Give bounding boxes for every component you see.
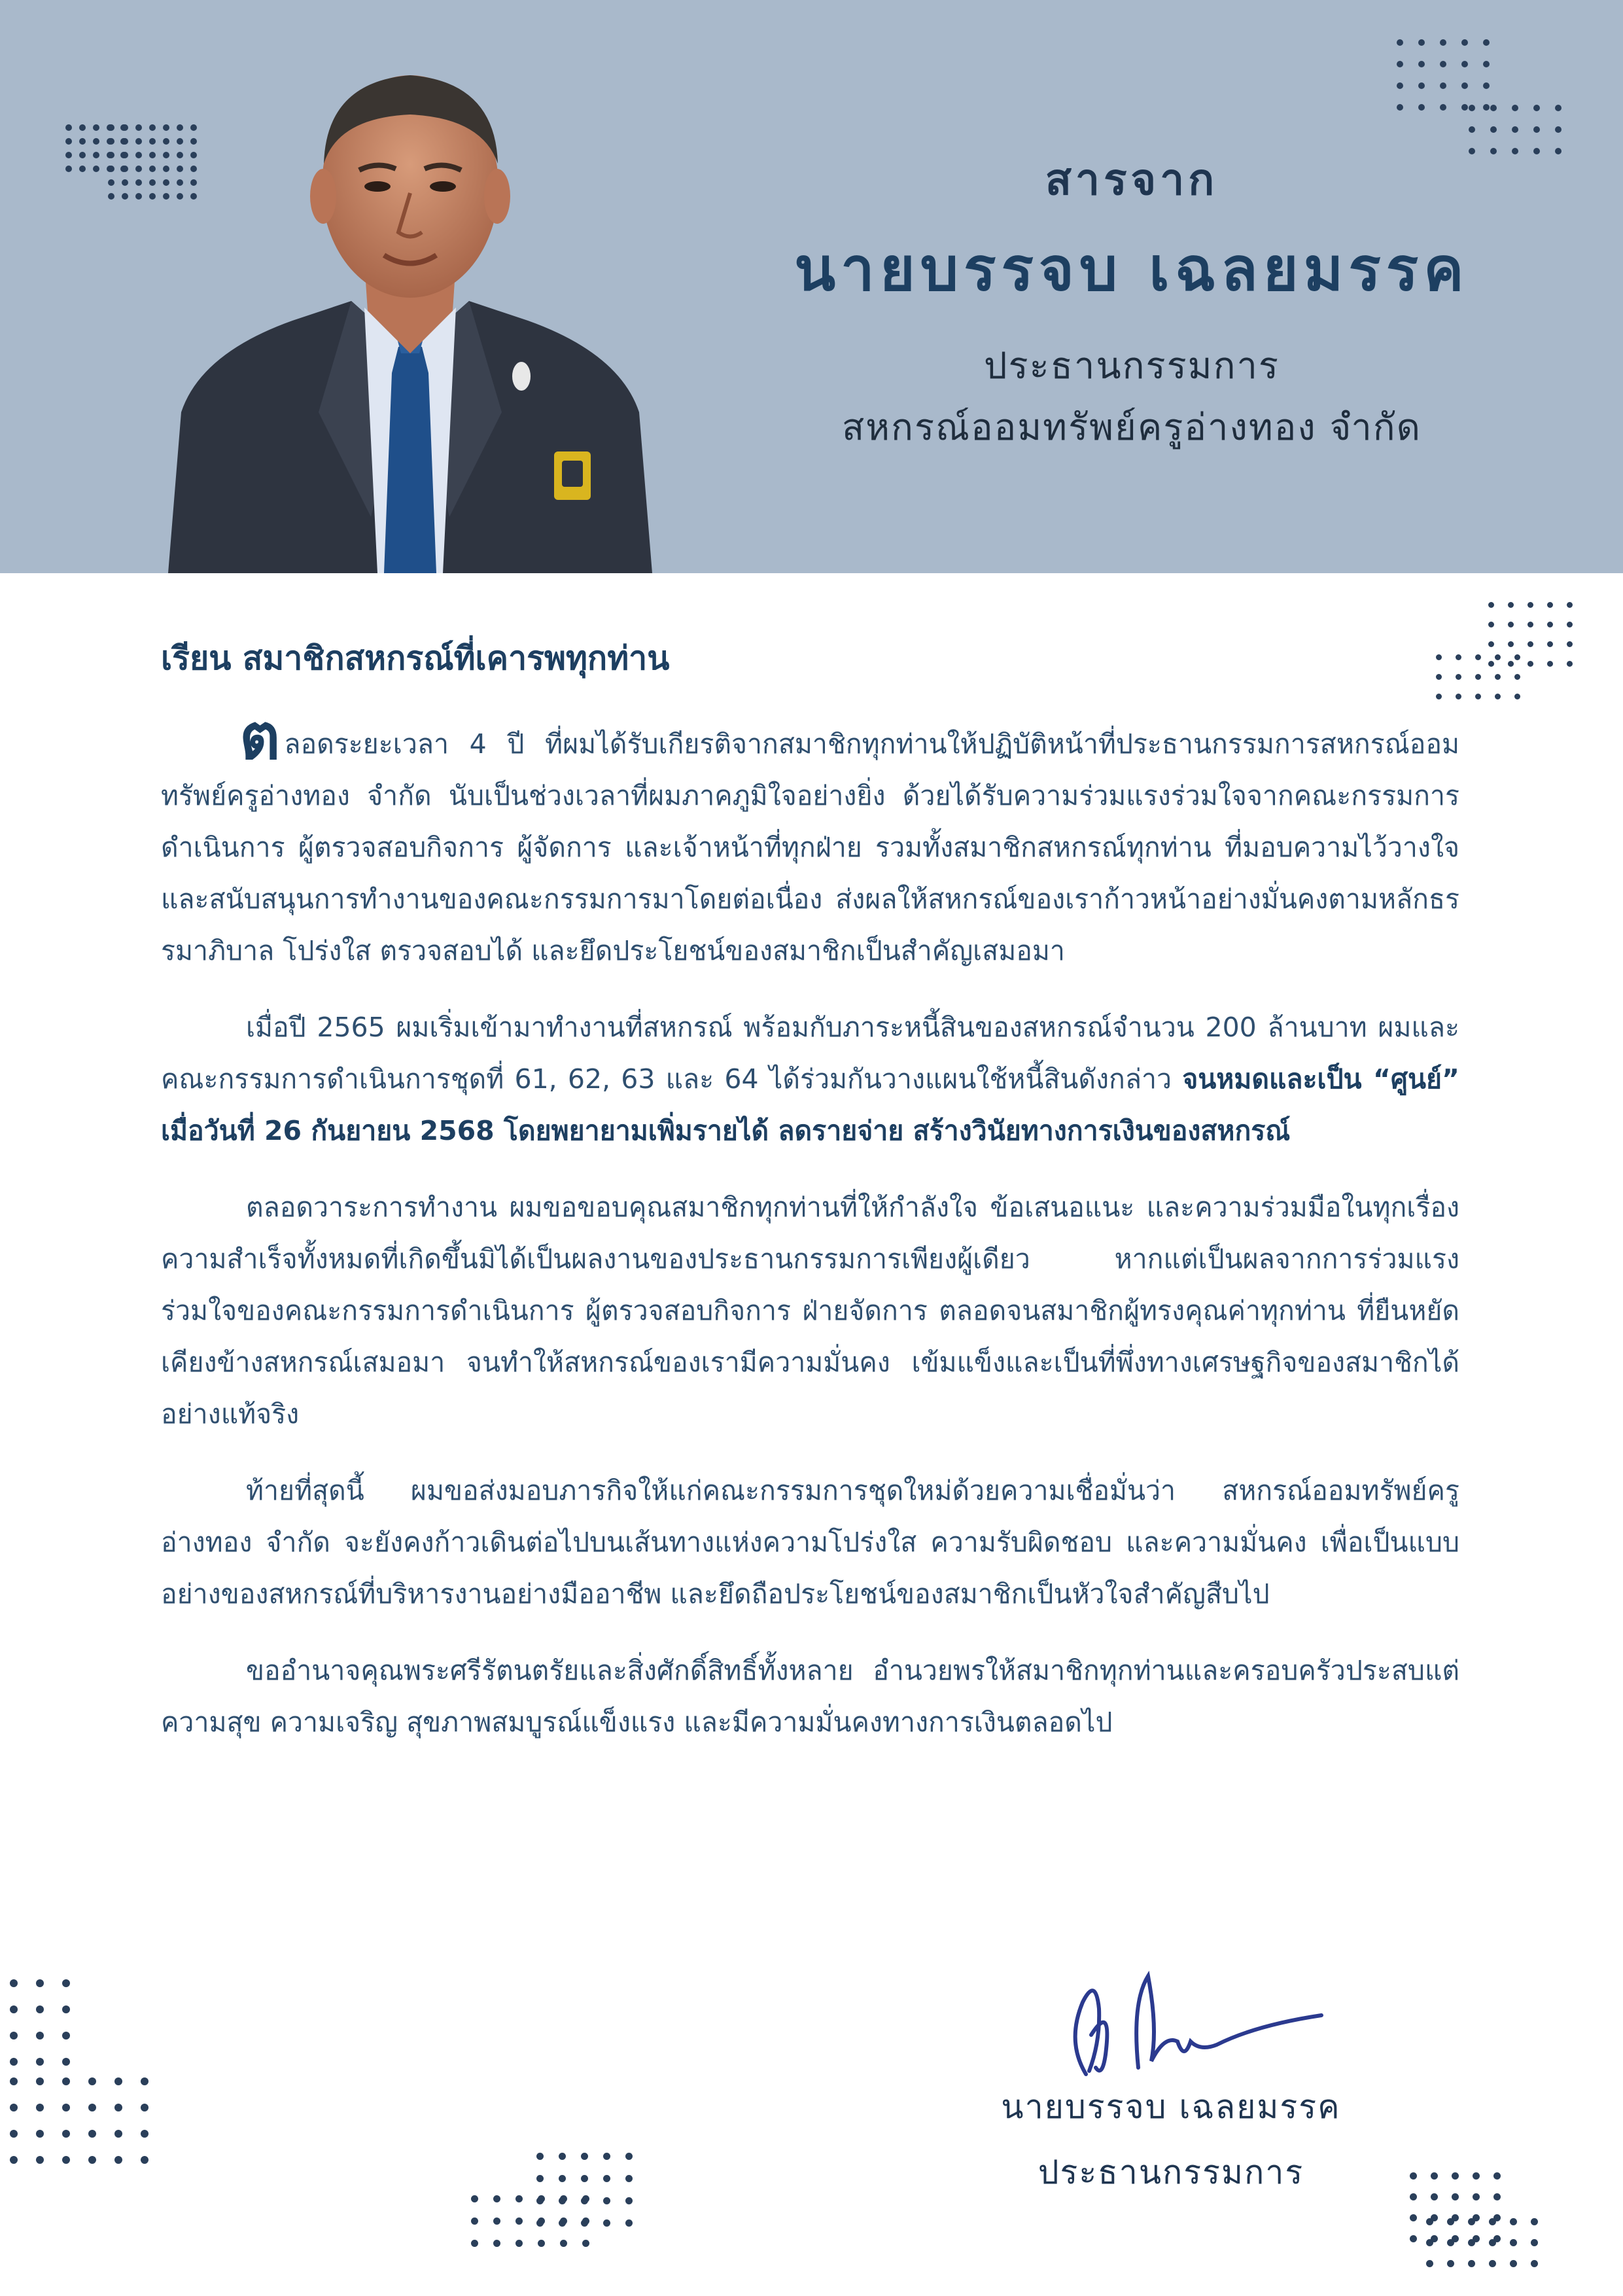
dot [177,193,183,200]
dot [1483,39,1490,46]
dot [493,2195,500,2202]
paragraph-1 [161,700,1459,977]
dot [538,2217,545,2225]
dot [1514,654,1520,660]
dot [1527,661,1533,667]
dot [135,166,142,172]
dot [190,179,197,186]
dot [163,152,169,158]
dot [1397,39,1403,46]
dot [65,152,72,158]
dot [1418,39,1425,46]
dot [581,2175,588,2182]
dot [625,2219,633,2227]
dot [163,124,169,131]
dot [1469,105,1475,111]
dot [149,179,156,186]
dot [1436,674,1442,680]
dot [1488,602,1494,608]
dot [10,1979,18,1987]
dot [1410,2214,1417,2221]
dot [1490,126,1497,133]
dot [471,2195,478,2202]
dot [149,193,156,200]
dot [36,2058,44,2066]
dot [149,166,156,172]
dot [1547,622,1553,627]
dot [1469,126,1475,133]
dot [1527,602,1533,608]
dot [108,152,114,158]
dot [177,152,183,158]
dot [581,2153,588,2160]
dot [1483,61,1490,67]
dot [1512,105,1518,111]
dot [1440,82,1446,89]
dot [149,152,156,158]
dot [493,2240,500,2247]
dot [1547,661,1553,667]
dot [1461,104,1468,111]
dot [1512,148,1518,154]
dot [1431,2193,1438,2200]
dot [10,2005,18,2013]
dot [65,166,72,172]
dot [560,2217,567,2225]
dot [190,138,197,145]
dot [1510,2218,1517,2225]
dot [163,193,169,200]
dot [603,2153,610,2160]
dot [108,124,114,131]
dot [1508,641,1514,647]
dot [177,166,183,172]
dot [163,166,169,172]
dot [177,179,183,186]
dot [1468,2260,1475,2267]
dot [1547,641,1553,647]
dot [1567,641,1573,647]
dot [114,2130,122,2138]
dot [1483,82,1490,89]
dot [1397,61,1403,67]
organization-name: สหกรณ์ออมทรัพย์ครูอ่างทอง จำกัด [841,406,1422,449]
dot [1473,2172,1480,2180]
dot [1555,105,1562,111]
dot [10,2130,18,2138]
dot [79,152,86,158]
paragraph-4: ท้ายที่สุดนี้ ผมขอส่งมอบภารกิจให้แก่คณะกรรมการชุดใหม่ด้วยความเชื่อมั่นว่า สหกรณ์ออมทรัพย์ครูอ่างทอง จำกัด จะยังคงก้าวเดินต่อไปบนเส้นทางแห่งความโปร่งใส ความรับผิดชอบ และความมั่นคง เพื่อเป็นแบบอย่างของสหกรณ์ที่บริหารงานอย่างมืออาชีพ และยึดถือประโยชน์ของสมาชิกเป็นหัวใจสำคัญสืบไป [161,1475,1459,1610]
dot [1418,61,1425,67]
dot [62,2032,70,2040]
dot [1475,674,1481,680]
dot [1495,674,1501,680]
dot [79,124,86,131]
dot [515,2195,523,2202]
dot [114,2077,122,2085]
dot [582,2217,589,2225]
dot [135,193,142,200]
dot [1493,2193,1501,2200]
dot [93,166,99,172]
dot [88,2104,96,2111]
dot [1531,2218,1538,2225]
dot [1436,654,1442,660]
dot [10,2156,18,2164]
dot [1447,2260,1454,2267]
dot [1461,61,1468,67]
dot [114,2156,122,2164]
dot [1440,61,1446,67]
dot [1490,148,1497,154]
dot [10,2058,18,2066]
dot [141,2104,148,2111]
dot [190,124,197,131]
dot [163,138,169,145]
dot [1488,622,1494,627]
dot [625,2175,633,2182]
dot [1510,2260,1517,2267]
paragraph-2-text: เมื่อปี 2565 ผมเริ่มเข้ามาทำงานที่สหกรณ์ พร้อมกับภาระหนี้สินของสหกรณ์จำนวน 200 ล้านบาท ผมและคณะกรรมการดำเนินการชุดที่ 61, 62, 63 และ 64 ได้ร่วมกันวางแผนใช้หนี้สินดังกล่าว [161,1012,1459,1095]
dot [149,124,156,131]
dot [36,2104,44,2111]
dot [65,138,72,145]
dot [141,2077,148,2085]
dot [582,2240,589,2247]
dot [1512,126,1518,133]
paragraph-2-bold-text: จนหมดและเป็น “ศูนย์” เมื่อวันที่ 26 กันยายน 2568 โดยพยายามเพิ่มรายได้ ลดรายจ่าย สร้างวินัยทางการเงินของสหกรณ์ [161,1063,1459,1146]
dot [1426,2239,1433,2246]
dot [135,124,142,131]
dot [1489,2239,1496,2246]
dot [190,193,197,200]
dot [1436,694,1442,699]
handwritten-signature [1060,1963,1341,2087]
dot [603,2219,610,2227]
dot [10,2104,18,2111]
dot [1468,2239,1475,2246]
dot [1426,2260,1433,2267]
dot [1495,694,1501,699]
dot [36,1979,44,1987]
dot [149,138,156,145]
dot [88,2156,96,2164]
dot [625,2197,633,2204]
dot [62,2104,70,2111]
dot [1440,39,1446,46]
dot [36,2077,44,2085]
dot [1488,661,1494,667]
paragraph-3: ตลอดวาระการทำงาน ผมขอขอบคุณสมาชิกทุกท่านที่ให้กำลังใจ ข้อเสนอแนะ และความร่วมมือในทุกเรื่อง ความสำเร็จทั้งหมดที่เกิดขึ้นมิได้เป็นผลงานของประธานกรรมการเพียงผู้เดียว หากแต่เป็นผลจากการร่วมแรงร่วมใจของคณะกรรมการดำเนินการ ผู้ตรวจสอบกิจการ ฝ่ายจัดการ ตลอดจนสมาชิกผู้ทรงคุณค่าทุกท่าน ที่ยืนหยัดเคียงข้างสหกรณ์เสมอมา จนทำให้สหกรณ์ของเรามีความมั่นคง เข้มแข็งและเป็นที่พึ่งทางเศรษฐกิจของสมาชิกได้อย่างแท้จริง [161,1192,1459,1430]
dot [1547,602,1553,608]
dot [1473,2193,1480,2200]
dot [582,2195,589,2202]
dot [177,138,183,145]
paragraph-1-text: ลอดระยะเวลา 4 ปี ที่ผมได้รับเกียรติจากสมาชิกทุกท่านให้ปฏิบัติหน้าที่ประธานกรรมการสหกรณ์ออมทรัพย์ครูอ่างทอง จำกัด นับเป็นช่วงเวลาที่ผมภาคภูมิใจอย่างยิ่ง ด้วยได้รับความร่วมแรงร่วมใจจากคณะกรรมการดำเนินการ ผู้ตรวจสอบกิจการ ผู้จัดการ และเจ้าหน้าที่ทุกฝ่าย รวมทั้งสมาชิกสหกรณ์ทุกท่าน ที่มอบความไว้วางใจและสนับสนุนการทำงานของคณะกรรมการมาโดยต่อเนื่อง ส่งผลให้สหกรณ์ของเราก้าวหน้าอย่างมั่นคงตามหลักธรรมาภิบาล โปร่งใส ตรวจสอบได้ และยึดประโยชน์ของสมาชิกเป็นสำคัญเสมอมา [161,728,1459,966]
dot [62,2005,70,2013]
dot [114,2104,122,2111]
dot [108,193,114,200]
signature-role: ประธานกรรมการ [1038,2153,1304,2191]
dot [1397,82,1403,89]
dot [625,2153,633,2160]
dot [1510,2239,1517,2246]
dot [65,124,72,131]
dot [1468,2218,1475,2225]
dot [1527,622,1533,627]
dot [190,166,197,172]
dot [560,2240,567,2247]
dot [1431,2172,1438,2180]
dot [79,138,86,145]
dot [108,138,114,145]
dot [1410,2193,1417,2200]
paragraph-5: ขออำนาจคุณพระศรีรัตนตรัยและสิ่งศักดิ์สิทธิ์ทั้งหลาย อำนวยพรให้สมาชิกทุกท่านและครอบครัวประสบแต่ความสุข ความเจริญ สุขภาพสมบูรณ์แข็งแรง และมีความมั่นคงทางการเงินตลอดไป [161,1655,1459,1738]
dot [10,2032,18,2040]
dot [471,2240,478,2247]
dot [62,2130,70,2138]
dot [471,2217,478,2225]
chairman-name: นายบรรจบ เฉลยมรรค [794,234,1469,304]
dot [1452,2193,1459,2200]
dot [1567,602,1573,608]
dot [1495,654,1501,660]
dot [536,2175,544,2182]
dot [1397,104,1403,111]
dot [1456,694,1461,699]
dot [1533,148,1540,154]
dot [88,2077,96,2085]
dot [560,2195,567,2202]
dot [1456,654,1461,660]
dot [141,2156,148,2164]
dot [538,2195,545,2202]
dot [177,124,183,131]
signature-name: นายบรรจบ เฉลยมรรค [1001,2088,1341,2126]
dot [1514,674,1520,680]
dot [122,124,128,131]
dot [190,152,197,158]
dot [141,2130,148,2138]
dot [163,179,169,186]
dot [93,124,99,131]
dot [1567,622,1573,627]
dot [1426,2218,1433,2225]
paragraph-2 [161,1002,1459,1157]
dot [515,2240,523,2247]
dot [1555,148,1562,154]
dot [1461,39,1468,46]
dot [1508,602,1514,608]
dot [62,2156,70,2164]
dot [1410,2235,1417,2242]
dot [1489,2218,1496,2225]
dot [1475,654,1481,660]
dot [1475,694,1481,699]
salutation: เรียน สมาชิกสหกรณ์ที่เคารพทุกท่าน [161,639,670,677]
dot [62,2058,70,2066]
from-label: สารจาก [1045,154,1219,205]
dot [108,166,114,172]
dot [1447,2239,1454,2246]
dot [1440,104,1446,111]
dot [10,2077,18,2085]
dot [1531,2239,1538,2246]
dot [122,138,128,145]
dot [1508,661,1514,667]
dot [36,2032,44,2040]
dot [122,179,128,186]
dot [36,2156,44,2164]
dot [36,2005,44,2013]
dot [603,2197,610,2204]
dot [1461,82,1468,89]
dot [1418,104,1425,111]
dot [1410,2172,1417,2180]
dot [559,2175,566,2182]
dot [135,152,142,158]
dot [1533,105,1540,111]
letter-body [161,633,1459,1773]
dot [135,138,142,145]
dot [88,2130,96,2138]
chairman-portrait [155,46,665,573]
dot [79,166,86,172]
dot [1447,2218,1454,2225]
dot [1452,2172,1459,2180]
dot [1533,126,1540,133]
dot [93,152,99,158]
dot [1483,104,1490,111]
dot [1490,105,1497,111]
dot [1531,2260,1538,2267]
dot [1514,694,1520,699]
dot [36,2130,44,2138]
dot [93,138,99,145]
dot [1493,2172,1501,2180]
chairman-role: ประธานกรรมการ [983,345,1280,387]
dot [1508,622,1514,627]
dot [62,1979,70,1987]
dot [1567,661,1573,667]
drop-cap: ต [239,700,281,773]
dot [1489,2260,1496,2267]
dot [62,2077,70,2085]
dot [1469,148,1475,154]
dot [493,2217,500,2225]
dot [1418,82,1425,89]
dot [1527,641,1533,647]
dot [515,2217,523,2225]
dot [536,2153,544,2160]
dot [538,2240,545,2247]
dot [122,193,128,200]
dot [603,2175,610,2182]
dot [1488,641,1494,647]
dot [122,166,128,172]
dot [108,179,114,186]
dot [1555,126,1562,133]
dot [1456,674,1461,680]
dot [559,2153,566,2160]
dot [135,179,142,186]
dot [122,152,128,158]
